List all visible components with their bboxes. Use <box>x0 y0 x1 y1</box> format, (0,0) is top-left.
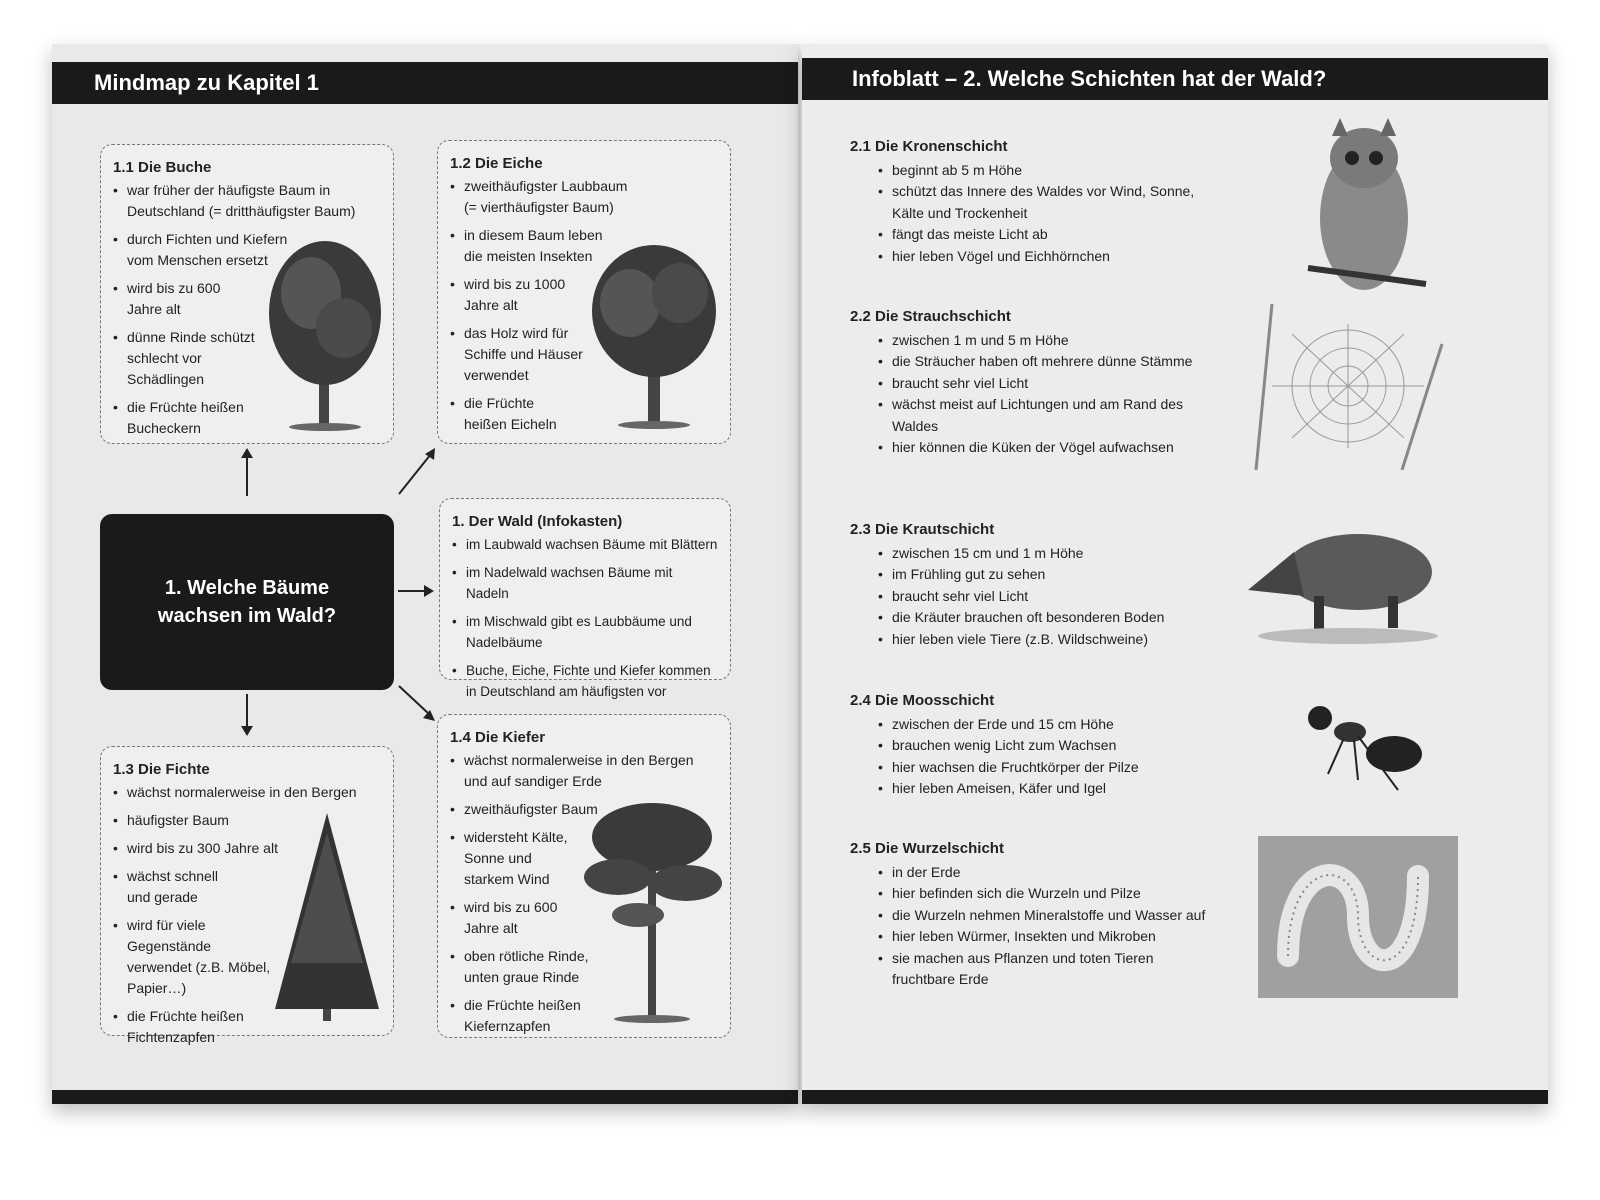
list-item: • durch Fichten und Kiefern vom Menschen ersetzt <box>113 229 292 271</box>
worm-illustration <box>1258 836 1458 998</box>
box-kiefer <box>437 714 731 1038</box>
arrow-up-icon <box>239 448 255 498</box>
oak-tree-illustration <box>590 233 720 433</box>
list-item: • im Mischwald gibt es Laubbäume und Nadelbäume <box>452 611 718 653</box>
list-item: • die Früchte heißen Kiefernzapfen <box>450 995 584 1037</box>
list-item: • wird für viele Gegenstände verwendet (z.B. Möbel, Papier…) <box>113 915 277 999</box>
list-item: • beginnt ab 5 m Höhe <box>878 160 1210 182</box>
boar-illustration <box>1248 516 1448 648</box>
list-item: • die Kräuter brauchen oft besonderen Boden <box>878 607 1210 629</box>
spiderweb-illustration <box>1252 304 1448 470</box>
section-krautschicht <box>850 519 1210 650</box>
list-item: • wächst meist auf Lichtungen und am Rand des Waldes <box>878 394 1210 437</box>
list-item: • hier können die Küken der Vögel aufwachsen <box>878 437 1210 459</box>
list-item: • oben rötliche Rinde, unten graue Rinde <box>450 946 604 988</box>
right-page <box>802 44 1548 1104</box>
section-title: 2.5 Die Wurzelschicht <box>850 840 1004 857</box>
list-item: • hier leben Vögel und Eichhörnchen <box>878 246 1210 268</box>
right-page-footer-bar <box>802 1090 1548 1104</box>
list-item: • die Wurzeln nehmen Mineralstoffe und Wasser auf <box>878 905 1210 927</box>
section-kronenschicht <box>850 136 1210 267</box>
section-title: 2.2 Die Strauchschicht <box>850 308 1011 325</box>
left-page-header: Mindmap zu Kapitel 1 <box>52 62 798 104</box>
owl-illustration <box>1302 118 1432 304</box>
list-item: • im Nadelwald wachsen Bäume mit Nadeln <box>452 562 718 604</box>
arrow-down-icon <box>239 694 255 738</box>
center-topic-box <box>100 514 394 690</box>
section-title: 2.1 Die Kronenschicht <box>850 138 1008 155</box>
list-item: • das Holz wird für Schiffe und Häuser verwendet <box>450 323 599 386</box>
list-item: • zweithäufigster Baum <box>450 799 718 820</box>
list-item: • fängt das meiste Licht ab <box>878 224 1210 246</box>
box-wald-list <box>452 534 718 702</box>
list-item: • die Früchte heißen Eicheln <box>450 393 564 435</box>
list-item: • braucht sehr viel Licht <box>878 586 1210 608</box>
list-item: • schützt das Innere des Waldes vor Wind, Sonne, Kälte und Trockenheit <box>878 181 1210 224</box>
section-title: 2.3 Die Krautschicht <box>850 521 995 538</box>
list-item: • häufigster Baum <box>113 810 381 831</box>
arrow-right-icon <box>398 584 434 598</box>
box-buche-title: 1.1 Die Buche <box>113 159 212 176</box>
list-item: • hier leben viele Tiere (z.B. Wildschweine) <box>878 629 1210 651</box>
list-item: • wächst normalerweise in den Bergen und auf sandiger Erde <box>450 750 718 792</box>
list-item: • zweithäufigster Laubbaum (= vierthäufigster Baum) <box>450 176 644 218</box>
list-item: • widersteht Kälte, Sonne und starkem Wind <box>450 827 584 890</box>
list-item: • wächst schnell und gerade <box>113 866 237 908</box>
list-item: • war früher der häufigste Baum in Deutschland (= dritthäufigster Baum) <box>113 180 381 222</box>
beech-tree-illustration <box>266 233 384 433</box>
list-item: • in der Erde <box>878 862 1210 884</box>
list-item: • sie machen aus Pflanzen und toten Tieren fruchtbare Erde <box>878 948 1210 991</box>
list-item: • in diesem Baum leben die meisten Insekten <box>450 225 624 267</box>
box-eiche <box>437 140 731 444</box>
section-title: 2.4 Die Moosschicht <box>850 692 995 709</box>
pine-tree-illustration <box>578 797 726 1025</box>
list-item: • zwischen der Erde und 15 cm Höhe <box>878 714 1210 736</box>
section-strauchschicht <box>850 306 1210 459</box>
box-fichte <box>100 746 394 1045</box>
list-item: • die Sträucher haben oft mehrere dünne Stämme <box>878 351 1210 373</box>
list-item: • hier leben Ameisen, Käfer und Igel <box>878 778 1210 800</box>
right-page-header: Infoblatt – 2. Welche Schichten hat der Wald? <box>802 58 1548 100</box>
list-item: • im Laubwald wachsen Bäume mit Blättern <box>452 534 718 555</box>
list-item: • wächst normalerweise in den Bergen <box>113 782 381 803</box>
spruce-tree-illustration <box>271 813 383 1025</box>
box-kiefer-title: 1.4 Die Kiefer <box>450 729 546 746</box>
list-item: • zwischen 15 cm und 1 m Höhe <box>878 543 1210 565</box>
arrow-upright-icon <box>397 446 437 496</box>
list-item: • dünne Rinde schützt schlecht vor Schädlingen <box>113 327 267 390</box>
box-fichte-title: 1.3 Die Fichte <box>113 761 210 778</box>
left-page <box>52 44 798 1104</box>
list-item: • Buche, Eiche, Fichte und Kiefer kommen in Deutschland am häufigsten vor <box>452 660 718 702</box>
list-item: • die Früchte heißen Bucheckern <box>113 397 267 439</box>
list-item: • wird bis zu 300 Jahre alt <box>113 838 381 859</box>
list-item: • braucht sehr viel Licht <box>878 373 1210 395</box>
list-item: • die Früchte heißen Fichtenzapfen <box>113 1006 257 1048</box>
box-buche <box>100 144 394 444</box>
list-item: • hier wachsen die Fruchtkörper der Pilze <box>878 757 1210 779</box>
list-item: • hier leben Würmer, Insekten und Mikroben <box>878 926 1210 948</box>
list-item: • hier befinden sich die Wurzeln und Pilze <box>878 883 1210 905</box>
box-wald <box>439 498 731 699</box>
left-page-footer-bar <box>52 1090 798 1104</box>
box-wald-title: 1. Der Wald (Infokasten) <box>452 513 623 530</box>
center-topic-title: 1. Welche Bäume wachsen im Wald? <box>157 577 337 627</box>
list-item: • wird bis zu 600 Jahre alt <box>450 897 574 939</box>
list-item: • wird bis zu 600 Jahre alt <box>113 278 237 320</box>
list-item: • zwischen 1 m und 5 m Höhe <box>878 330 1210 352</box>
ant-illustration <box>1298 694 1432 804</box>
list-item: • im Frühling gut zu sehen <box>878 564 1210 586</box>
arrow-downright-icon <box>397 684 437 724</box>
box-eiche-title: 1.2 Die Eiche <box>450 155 543 172</box>
section-wurzelschicht <box>850 838 1210 991</box>
list-item: • brauchen wenig Licht zum Wachsen <box>878 735 1210 757</box>
section-moosschicht <box>850 690 1210 800</box>
list-item: • wird bis zu 1000 Jahre alt <box>450 274 574 316</box>
